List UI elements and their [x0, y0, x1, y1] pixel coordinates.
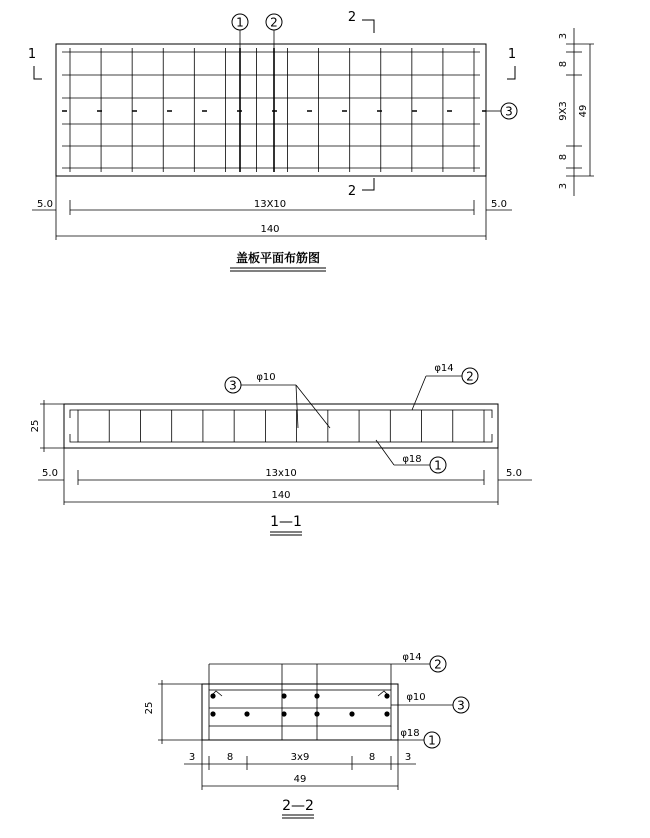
plan-title-block	[230, 250, 326, 271]
section-1-callout-3	[225, 372, 330, 428]
section-2-rebar-dot	[210, 711, 215, 716]
section-2-rebar-dot	[314, 711, 319, 716]
plan-dim-side-upper: 8	[558, 60, 569, 68]
section-cut-1-right	[507, 47, 516, 79]
plan-dim-side-top: 3	[558, 32, 569, 40]
plan-dim-total: 140	[260, 224, 280, 235]
plan-horizontal-dimensions	[32, 176, 512, 240]
section-2-bar-1-size: φ18	[400, 728, 420, 739]
section-1-callout-2	[412, 363, 478, 410]
section-1-bar-2-size: φ14	[434, 363, 454, 374]
section-cut-1-left	[28, 47, 42, 79]
section-1-stirrups	[109, 410, 453, 442]
plan-dim-side-lower: 8	[558, 153, 569, 161]
section-2-dim-b: 8	[226, 752, 234, 763]
plan-rebar-grid	[62, 48, 486, 172]
plan-marker-3-label: 3	[505, 104, 513, 119]
section-2-dim-c: 3x9	[290, 752, 310, 763]
plan-outline	[56, 44, 486, 176]
plan-title: 盖板平面布筋图	[235, 251, 321, 265]
plan-vertical-dimensions	[558, 28, 594, 196]
section-2-title-block	[282, 798, 314, 818]
section-2-callout-2	[391, 652, 446, 672]
section-2-dim-d: 8	[368, 752, 376, 763]
section-2-rebar-dot	[384, 711, 389, 716]
section-2-rebars	[210, 693, 389, 716]
section-1-title: 1—1	[270, 514, 302, 530]
plan-bar-marker-3	[486, 103, 517, 119]
section-cut-2-top	[348, 10, 374, 33]
plan-dim-left-edge: 5.0	[37, 199, 53, 210]
section-cut-2-bottom-label: 2	[347, 184, 357, 199]
section-2-marker-1: 1	[428, 733, 436, 748]
section-2-title: 2—2	[282, 798, 314, 814]
section-1-title-block	[270, 514, 302, 535]
section-1-marker-2: 2	[466, 369, 474, 384]
section-1-outline	[64, 404, 498, 448]
section-1-dim-right-edge: 5.0	[506, 468, 522, 479]
plan-dim-side-bottom: 3	[558, 182, 569, 190]
section-2-rebar-dot	[244, 711, 249, 716]
plan-dim-side-total: 49	[578, 104, 589, 118]
section-2-marker-2: 2	[434, 657, 442, 672]
section-2-bar-2-size: φ14	[402, 652, 422, 663]
section-2-rebar-dot	[349, 711, 354, 716]
section-2-dim-e: 3	[404, 752, 412, 763]
section-1-bar-3-size: φ10	[256, 372, 276, 383]
section-cut-2-top-label: 2	[347, 10, 357, 25]
section-2-horizontal-dimensions	[184, 740, 416, 790]
section-1-dim-total: 140	[271, 490, 291, 501]
section-2-outline	[202, 684, 398, 740]
section-cut-2-bottom	[348, 178, 374, 199]
section-2-dim-a: 3	[188, 752, 196, 763]
section-1-dim-middle: 13x10	[265, 468, 297, 479]
section-2-bar-3-size: φ10	[406, 692, 426, 703]
section-1-dim-left-edge: 5.0	[42, 468, 58, 479]
section-1-callout-1	[376, 440, 446, 473]
section-cut-1-right-label: 1	[507, 47, 517, 62]
plan-dim-right-edge: 5.0	[491, 199, 507, 210]
section-2-height: 25	[144, 701, 155, 715]
section-2-rebar-dot	[384, 693, 389, 698]
section-2-rebar-dot	[210, 693, 215, 698]
section-1-view	[30, 363, 532, 535]
section-1-cage	[78, 410, 484, 442]
section-1-marker-1: 1	[434, 458, 442, 473]
section-2-callout-3	[391, 692, 469, 713]
section-2-rebar-dot	[281, 693, 286, 698]
section-2-rebar-dot	[314, 693, 319, 698]
section-1-height: 25	[30, 419, 41, 433]
plan-bar-marker-2	[266, 14, 282, 60]
section-1-marker-3: 3	[229, 378, 237, 393]
plan-dim-side-middle: 9X3	[558, 101, 569, 121]
plan-view	[28, 10, 594, 271]
section-2-height-dim	[144, 680, 202, 744]
section-2-rebar-dot	[281, 711, 286, 716]
section-cut-1-left-label: 1	[27, 47, 37, 62]
plan-bar-marker-1	[232, 14, 248, 60]
section-1-horizontal-dimensions	[38, 448, 532, 505]
section-1-height-dim	[30, 400, 64, 452]
plan-dim-middle: 13X10	[253, 199, 287, 210]
section-2-dim-total: 49	[293, 774, 307, 785]
section-2-view	[144, 652, 469, 818]
section-2-marker-3: 3	[457, 698, 465, 713]
plan-marker-2-label: 2	[270, 15, 278, 30]
plan-marker-1-label: 1	[236, 15, 244, 30]
section-1-bar-1-size: φ18	[402, 454, 422, 465]
